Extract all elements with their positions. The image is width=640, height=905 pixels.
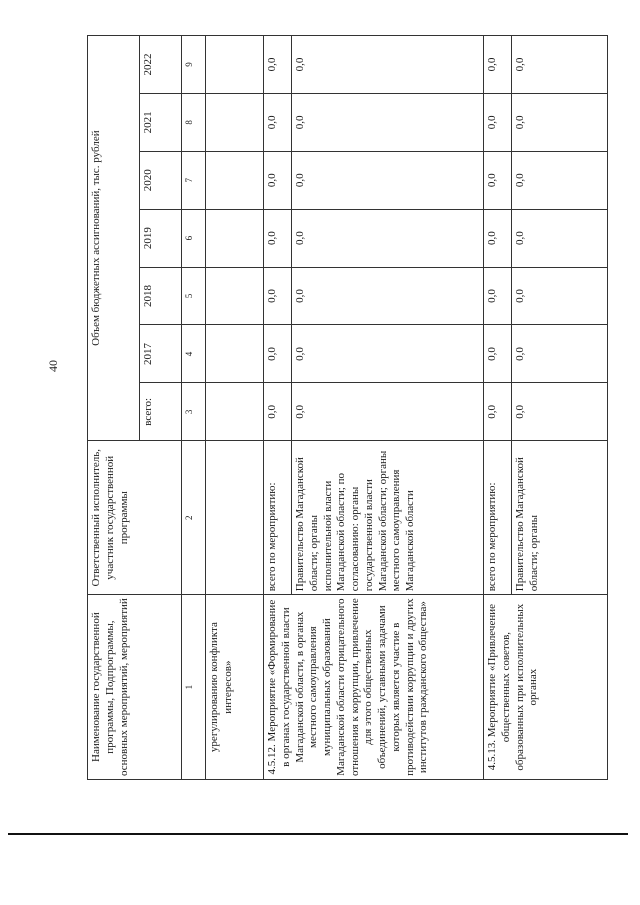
col-index: 5 (182, 267, 206, 325)
executor-cell: Правительство Магаданской области; органы исполнительной власти Магаданской области; по согласованию: органы государственной власти Магаданской области; органы местного самоуправления Магаданской области (292, 441, 484, 595)
table-row (206, 36, 264, 780)
value-cell: 0,0 (484, 383, 512, 441)
value-cell: 0,0 (292, 209, 484, 267)
header-year-2021: 2021 (140, 93, 182, 151)
page-divider (8, 833, 628, 835)
value-cell (206, 383, 264, 441)
measure-name: 4.5.12. Мероприятие «Формирование в органах государственной власти Магаданской области, в органах местного самоуправления муниципальных образований Магаданской области отрицательного отношения к коррупции, привлечение для этого общественных объединений, уставными задачами которых является участие в противодействии коррупции и других институтов гражданского общества» (264, 595, 484, 780)
col-index: 7 (182, 151, 206, 209)
value-cell: 0,0 (484, 93, 512, 151)
value-cell (206, 267, 264, 325)
value-cell: 0,0 (264, 93, 292, 151)
executor-cell (206, 441, 264, 595)
value-cell: 0,0 (484, 209, 512, 267)
value-cell: 0,0 (264, 209, 292, 267)
value-cell: 0,0 (512, 267, 608, 325)
col-index: 2 (182, 441, 206, 595)
col-index: 3 (182, 383, 206, 441)
value-cell (206, 151, 264, 209)
header-year-2019: 2019 (140, 209, 182, 267)
value-cell: 0,0 (292, 383, 484, 441)
value-cell (206, 209, 264, 267)
header-year-2017: 2017 (140, 325, 182, 383)
header-executor: Ответственный исполнитель, участник государственной программы (88, 441, 182, 595)
value-cell: 0,0 (512, 209, 608, 267)
value-cell: 0,0 (512, 325, 608, 383)
executor-cell: всего по мероприятию: (264, 441, 292, 595)
value-cell: 0,0 (512, 151, 608, 209)
value-cell: 0,0 (512, 36, 608, 94)
value-cell (206, 325, 264, 383)
measure-name: урегулированию конфликта интересов» (206, 595, 264, 780)
value-cell (206, 93, 264, 151)
value-cell: 0,0 (264, 325, 292, 383)
rotated-table-container (87, 35, 607, 780)
header-budget-group: Объем бюджетных ассигнований, тыс. рублей (88, 36, 140, 441)
col-index: 9 (182, 36, 206, 94)
value-cell: 0,0 (484, 151, 512, 209)
table-row (484, 36, 512, 780)
col-index: 1 (182, 595, 206, 780)
value-cell: 0,0 (484, 36, 512, 94)
value-cell: 0,0 (484, 325, 512, 383)
value-cell: 0,0 (264, 383, 292, 441)
value-cell: 0,0 (292, 325, 484, 383)
value-cell: 0,0 (292, 36, 484, 94)
column-index-row (182, 36, 206, 780)
value-cell (206, 36, 264, 94)
header-program-name: Наименование государственной программы, Подпрограммы, основных мероприятий, мероприятий (88, 595, 182, 780)
table-header-row (88, 36, 140, 780)
budget-table (87, 35, 608, 780)
executor-cell: всего по мероприятию: (484, 441, 512, 595)
col-index: 6 (182, 209, 206, 267)
page-number: 40 (46, 360, 60, 372)
value-cell: 0,0 (292, 93, 484, 151)
col-index: 4 (182, 325, 206, 383)
header-year-2022: 2022 (140, 36, 182, 94)
value-cell: 0,0 (512, 383, 608, 441)
value-cell: 0,0 (292, 267, 484, 325)
value-cell: 0,0 (264, 36, 292, 94)
header-year-2020: 2020 (140, 151, 182, 209)
value-cell: 0,0 (484, 267, 512, 325)
table-row (264, 36, 292, 780)
value-cell: 0,0 (264, 267, 292, 325)
measure-name: 4.5.13. Мероприятие «Привлечение общественных советов, образованных при исполнительных органах (484, 595, 608, 780)
executor-cell: Правительство Магаданской области; органы (512, 441, 608, 595)
value-cell: 0,0 (264, 151, 292, 209)
header-total: всего: (140, 383, 182, 441)
value-cell: 0,0 (512, 93, 608, 151)
header-year-2018: 2018 (140, 267, 182, 325)
col-index: 8 (182, 93, 206, 151)
value-cell: 0,0 (292, 151, 484, 209)
